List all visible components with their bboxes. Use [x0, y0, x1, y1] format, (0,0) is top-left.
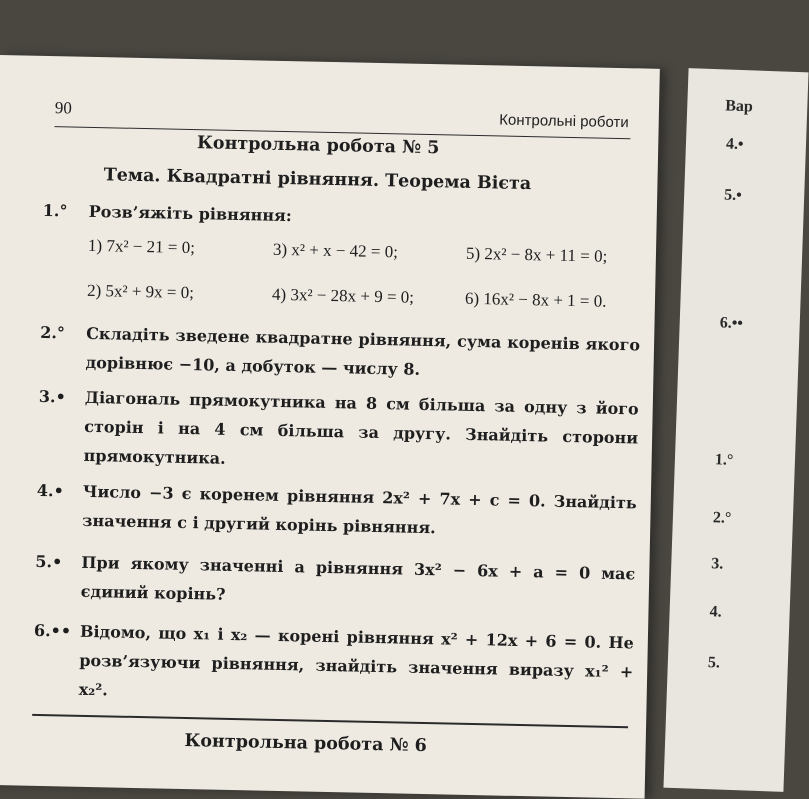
page-title: Контрольна робота № 5 [196, 133, 440, 159]
equation-4: 4) 3x² − 28x + 9 = 0; [271, 284, 415, 307]
running-head: Контрольні роботи [499, 111, 629, 132]
problem-text: Число −3 є коренем рівняння 2x² + 7x + c = 0. Знайдіть значення c і другий корінь рівняння. [82, 481, 637, 538]
problem-2 [39, 318, 640, 389]
equation-3: 3) x² + x − 42 = 0; [272, 239, 399, 262]
page-number: 90 [54, 98, 73, 118]
problem-number: 4.• [36, 480, 65, 501]
problem-3 [37, 382, 639, 482]
right-page-label: 4. [709, 603, 722, 621]
problem-4 [36, 476, 637, 547]
problem-1 [42, 196, 642, 238]
right-page-label: 5.• [723, 186, 743, 205]
right-page-label: 3. [711, 555, 724, 573]
problem-number: 6.•• [33, 620, 72, 641]
section-rule [32, 714, 628, 728]
problem-number: 5.• [35, 551, 63, 572]
equation-1: 1) 7x² − 21 = 0; [87, 235, 196, 258]
right-page-label: 5. [707, 654, 721, 672]
problem-text: Складіть зведене квадратне рівняння, сума коренів якого дорівнює −10, а добуток — числу 8. [85, 323, 641, 379]
right-page-label: 4.• [725, 135, 744, 154]
problem-text: При якому значенні a рівняння 3x² − 6x + a = 0 має єдиний корінь? [80, 552, 636, 604]
equation-5: 5) 2x² − 8x + 11 = 0; [465, 243, 608, 266]
right-page-label: 1.° [714, 451, 734, 469]
right-page-label: 6.•• [719, 314, 744, 333]
problem-5 [34, 547, 635, 618]
book-page [0, 55, 660, 799]
right-page-head: Вар [725, 97, 754, 116]
problem-number: 3.• [38, 386, 66, 407]
problem-number: 1.° [42, 200, 68, 221]
problem-number: 2.° [40, 322, 66, 343]
problem-6 [32, 616, 634, 716]
problem-text: Діагональ прямокутника на 8 см більша за одну з його сторін і на 4 см більша за другу. Знайдіть сторони прямокутника. [83, 387, 639, 468]
problem-text: Розв’яжіть рівняння: [88, 201, 292, 226]
problem-text: Відомо, що x₁ і x₂ — корені рівняння x² + 12x + 6 = 0. Не розв’язуючи рівняння, знайдіть значення виразу x₁² + x₂². [78, 621, 635, 700]
right-page-label: 2.° [712, 509, 732, 527]
equation-2: 2) 5x² + 9x = 0; [86, 280, 195, 303]
topic-title: Тема. Квадратні рівняння. Теорема Вієта [103, 165, 532, 195]
equation-6: 6) 16x² − 8x + 1 = 0. [464, 288, 607, 311]
next-title: Контрольна робота № 6 [184, 731, 428, 757]
right-page [663, 68, 808, 792]
